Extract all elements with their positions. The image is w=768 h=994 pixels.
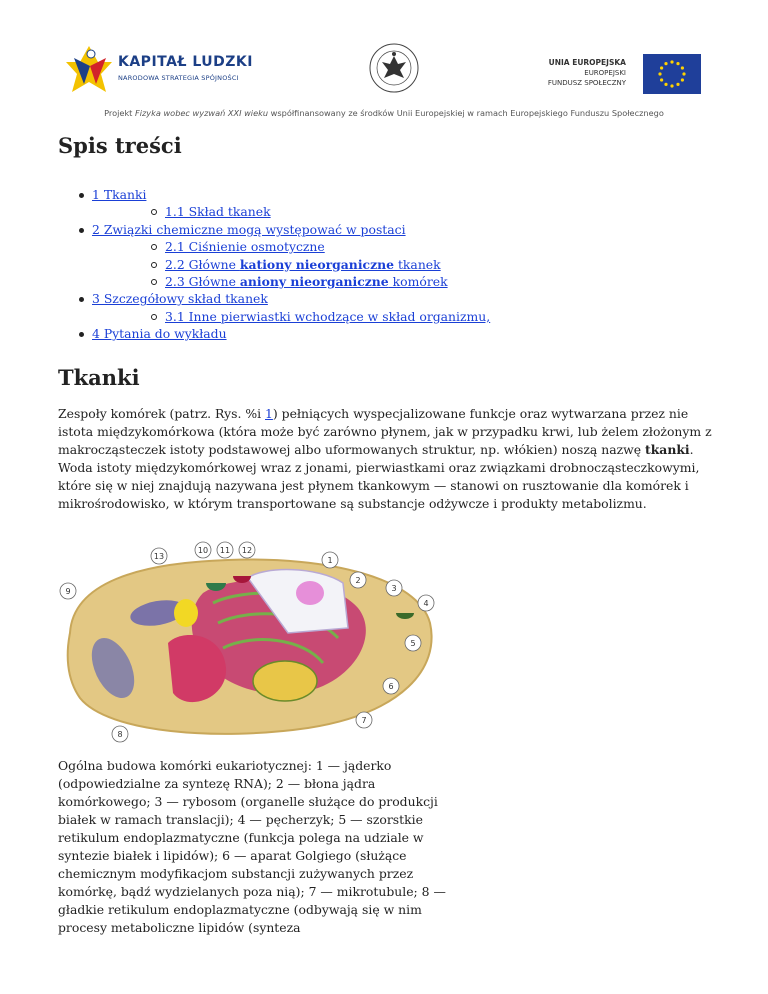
toc-heading: Spis treści: [58, 133, 182, 158]
toc-link-3[interactable]: 3 Szczegółowy skład tkanek: [92, 291, 268, 307]
toc-link-2-3[interactable]: [165, 274, 448, 289]
label-6: 6: [388, 682, 394, 691]
label-9: 9: [65, 587, 71, 596]
project-prefix: Projekt: [104, 108, 135, 118]
toc-2-3-a: 2.3 Główne: [165, 274, 240, 290]
header: [0, 0, 768, 130]
toc-item: [58, 186, 490, 221]
section-heading: Tkanki: [58, 365, 140, 390]
label-12: 12: [241, 546, 253, 555]
eu-line-3: FUNDUSZ SPOŁECZNY: [547, 79, 626, 87]
label-8: 8: [117, 730, 123, 739]
toc-subitem: [92, 273, 490, 290]
toc-link-2-1[interactable]: 2.1 Ciśnienie osmotyczne: [165, 239, 325, 255]
toc-2-2-c: tkanek: [394, 256, 441, 272]
project-suffix: współfinansowany ze środków Unii Europejskiej w ramach Europejskiego Funduszu Społecznego: [268, 108, 664, 118]
toc-item: [58, 325, 490, 342]
para-bold-term: tkanki: [644, 442, 690, 457]
label-10: 10: [197, 546, 209, 555]
project-line: [0, 108, 768, 118]
toc-item: [58, 290, 490, 325]
toc-link-2[interactable]: 2 Związki chemiczne mogą występować w postaci: [92, 221, 406, 237]
section-paragraph: [58, 405, 718, 513]
label-11: 11: [219, 546, 231, 555]
toc-subitem: [92, 238, 490, 255]
label-1: 1: [327, 556, 333, 565]
kapital-ludzki-logo: [64, 44, 264, 94]
eu-line-1: UNIA EUROPEJSKA: [548, 58, 626, 67]
golgi-shape: [253, 661, 317, 701]
toc-2-3-c: komórek: [388, 274, 448, 290]
toc-subitem: [92, 203, 490, 220]
eu-flag-icon: [643, 54, 701, 94]
nucleolus-shape: [296, 581, 324, 605]
toc-link-3-1[interactable]: 3.1 Inne pierwiastki wchodzące w skład organizmu,: [165, 308, 491, 324]
toc-2-3-b: aniony nieorganiczne: [239, 274, 389, 290]
project-title: Fizyka wobec wyzwań XXI wieku: [135, 108, 269, 118]
eukaryotic-cell-diagram: [58, 538, 443, 743]
figure-caption: Ogólna budowa komórki eukariotycznej: 1 — jąderko (odpowiedzialne za syntezę RNA); 2 — błona jądra komórkowego; 3 — rybosom (organelle służące do produkcji białek w ramach translacji); 4 — pęcherzyk; 5 — szorstkie retikulum endoplazmatyczne (funkcja polega na udziale w syntezie białek i lipidów); 6 — aparat Golgiego (służące chemicznym modyfikacjom substancji zużywanych przez komórkę, bądź wydzielanych poza nią); 7 — mikrotubule; 8 — gładkie retikulum endoplazmatyczne (odbywają się w nim procesy metaboliczne lipidów (synteza: [58, 758, 446, 935]
label-2: 2: [355, 576, 361, 585]
para-part-b: ) pełniących wyspecjalizowane funkcje oraz wytwarzana przez nie istota międzykomórkowa (która może być zarówno płynem, jak w przypadku krwi, lub żelem złożonym z makrocząsteczek istoty podstawowej albo uformowanych struktur, np. włókien) noszą nazwę: [58, 406, 712, 457]
para-part-c: . Woda istoty międzykomórkowej wraz z jonami, pierwiastkami oraz związkami drobnocząsteczkowymi, które się w niej znajdują nazywana jest płynem tkankowym — stanowi on rusztowanie dla komórek i mikrośrodowisko, w którym transportowane są substancje odżywcze i produkty metabolizmu.: [58, 442, 700, 511]
toc-subitem: [92, 256, 490, 273]
para-part-a: Zespoły komórek (patrz. Rys. %i: [58, 406, 266, 421]
label-5: 5: [410, 639, 416, 648]
kapital-ludzki-subtitle: NARODOWA STRATEGIA SPÓJNOŚCI: [118, 74, 239, 82]
toc-subitem: [92, 308, 490, 325]
eu-label: [514, 58, 626, 88]
label-13: 13: [153, 552, 165, 561]
toc-link-1[interactable]: 1 Tkanki: [92, 187, 147, 202]
toc-item: [58, 221, 490, 291]
kapital-ludzki-title: KAPITAŁ LUDZKI: [118, 54, 253, 70]
toc-link-4[interactable]: 4 Pytania do wykładu: [92, 326, 227, 342]
label-4: 4: [423, 599, 429, 608]
label-3: 3: [391, 584, 397, 593]
university-seal-icon: [368, 42, 420, 94]
figure-ref-link[interactable]: 1: [265, 406, 273, 421]
table-of-contents: [58, 186, 490, 343]
label-7: 7: [361, 716, 367, 725]
toc-2-2-a: 2.2 Główne: [165, 256, 240, 272]
toc-link-2-2[interactable]: [165, 257, 441, 272]
eu-line-2: EUROPEJSKI: [584, 69, 626, 77]
kapital-ludzki-emblem-icon: [64, 44, 114, 94]
toc-2-2-b: kationy nieorganiczne: [239, 256, 394, 272]
toc-link-1-1[interactable]: 1.1 Skład tkanek: [165, 204, 271, 220]
vesicle-shape: [174, 599, 198, 627]
